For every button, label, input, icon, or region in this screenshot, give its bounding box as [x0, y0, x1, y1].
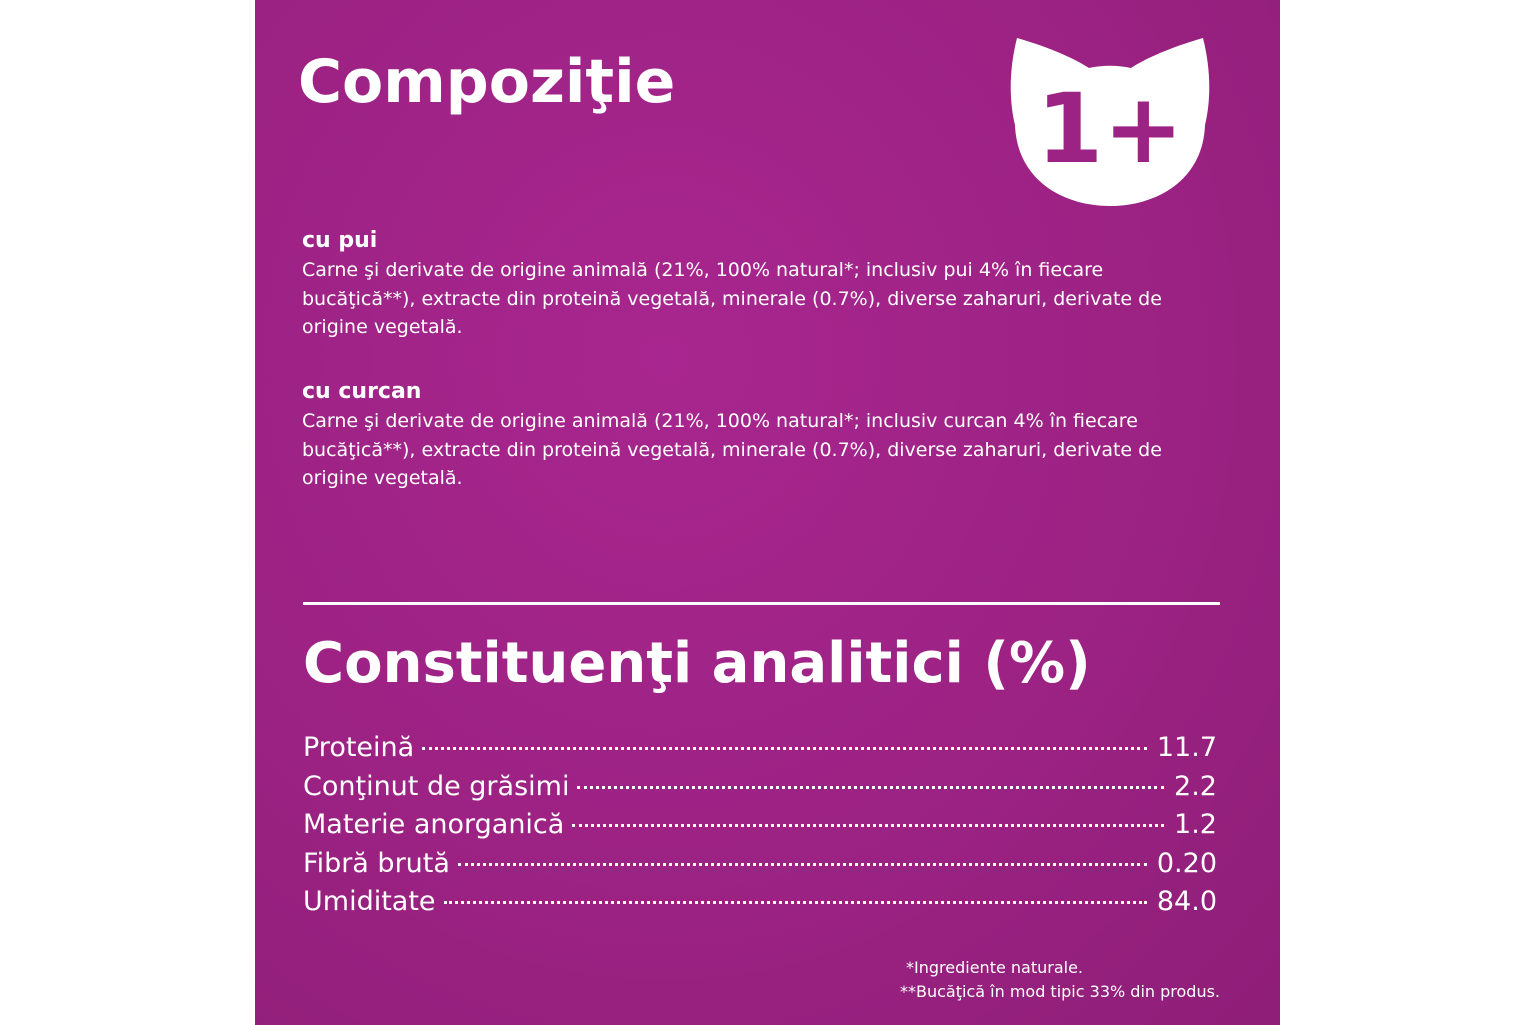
section-title: cu curcan	[302, 379, 422, 404]
section-chicken	[302, 226, 1212, 342]
cat-head-icon	[1007, 30, 1213, 210]
analytic-row-fat	[303, 768, 1217, 807]
analytic-label: Proteină	[303, 732, 415, 763]
composition-title: Compoziţie	[298, 47, 676, 117]
dot-leader	[577, 786, 1164, 789]
analytic-label: Umiditate	[303, 886, 436, 917]
section-text: Carne şi derivate de origine animală (21%, 100% natural*; inclusiv pui 4% în fiecare bucăţică**), extracte din proteină vegetală, minerale (0.7%), diverse zaharuri, derivate de origine vegetală.	[302, 259, 1162, 338]
analytic-label: Fibră brută	[303, 847, 450, 879]
section-title: cu pui	[302, 228, 378, 253]
analytic-row-protein	[303, 729, 1217, 768]
analytic-value: 0.20	[1156, 847, 1217, 879]
analytic-value: 84.0	[1156, 886, 1217, 917]
badge-text: 1+	[1036, 73, 1184, 185]
composition-panel	[255, 0, 1280, 1025]
section-text: Carne şi derivate de origine animală (21%, 100% natural*; inclusiv curcan 4% în fiecare bucăţică**), extracte din proteină vegetală, minerale (0.7%), diverse zaharuri, derivate de origine vegetală.	[302, 410, 1162, 489]
analytic-row-fibre	[303, 845, 1217, 884]
age-badge	[1007, 30, 1213, 210]
analytic-label: Conţinut de grăsimi	[303, 770, 570, 802]
dot-leader	[444, 901, 1147, 904]
footnote-piece: **Bucăţică în mod tipic 33% din produs.	[900, 982, 1220, 1001]
footnotes	[900, 956, 1220, 1004]
dot-leader	[572, 824, 1164, 827]
divider	[303, 602, 1220, 605]
section-turkey	[302, 377, 1212, 493]
dot-leader	[458, 863, 1147, 866]
analytic-label: Materie anorganică	[303, 809, 565, 840]
analytic-value: 2.2	[1174, 770, 1217, 802]
analytic-value: 11.7	[1156, 732, 1217, 763]
analytic-value: 1.2	[1174, 809, 1217, 840]
footnote-natural: *Ingrediente naturale.	[906, 958, 1084, 977]
dot-leader	[422, 747, 1147, 750]
analytic-title: Constituenţi analitici (%)	[303, 631, 1091, 696]
analytic-list	[303, 729, 1217, 922]
analytic-row-moisture	[303, 883, 1217, 922]
analytic-row-ash	[303, 806, 1217, 845]
